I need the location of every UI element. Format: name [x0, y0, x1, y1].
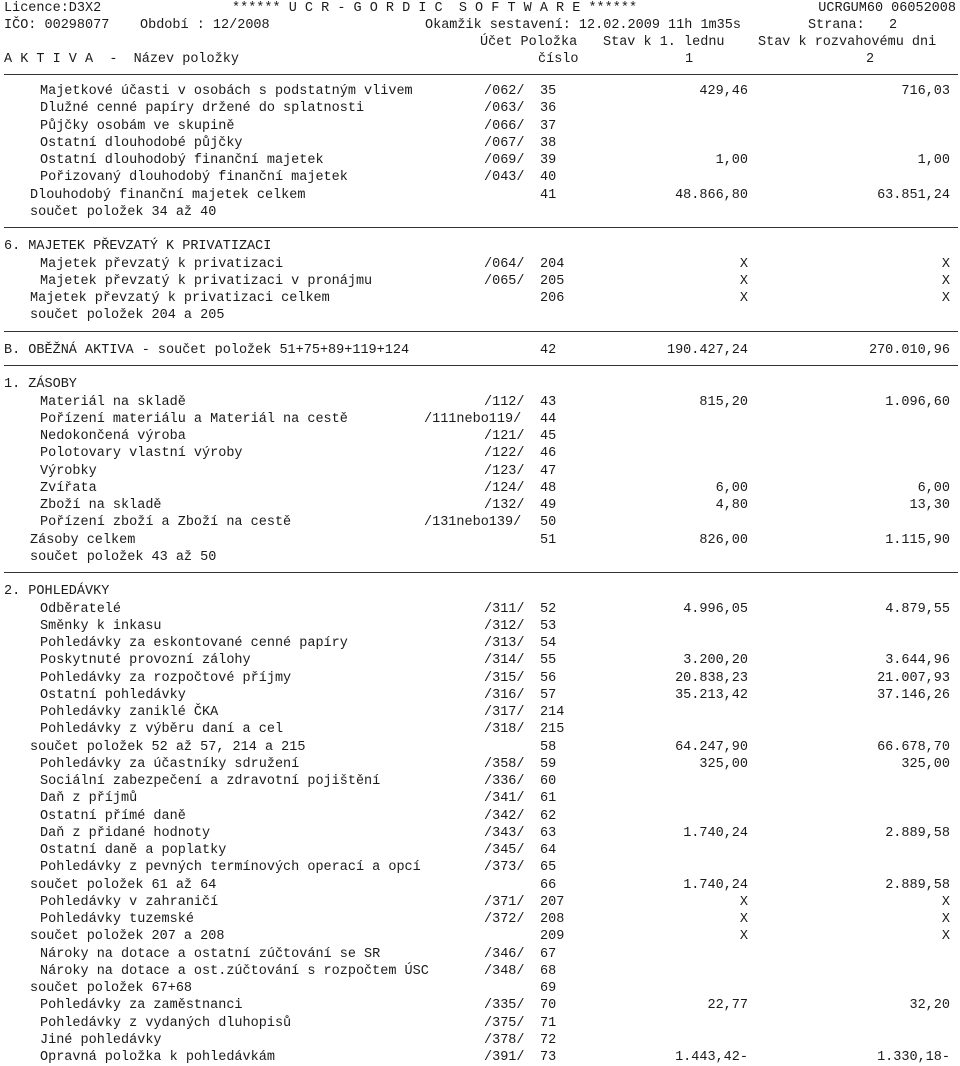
table-row [0, 394, 960, 411]
table-row [0, 877, 960, 894]
row-value-start: 35.213,42 [675, 688, 748, 703]
column-header-account: Účet Položka [480, 35, 578, 50]
table-row [0, 169, 960, 186]
row-label: součet položek 43 až 50 [30, 550, 217, 565]
row-account: /067/ [484, 136, 525, 151]
report-header-line-1 [0, 0, 960, 17]
row-value-start: X [739, 929, 748, 944]
row-value-start: 48.866,80 [675, 188, 748, 203]
table-row [0, 980, 960, 997]
row-label: 2. POHLEDÁVKY [4, 584, 110, 599]
row-label: Půjčky osobám ve skupině [40, 119, 235, 134]
row-label: Pořízení materiálu a Materiál na cestě [40, 412, 348, 427]
section-divider [4, 227, 958, 228]
row-label: Ostatní přímé daně [40, 809, 186, 824]
row-number: 67 [540, 947, 557, 962]
row-label: Směnky k inkasu [40, 619, 162, 634]
table-row [0, 808, 960, 825]
table-row [0, 583, 960, 600]
header-divider [4, 74, 958, 75]
licence-text: Licence:D3X2 [4, 1, 102, 16]
row-account: /316/ [484, 688, 525, 703]
section-divider [4, 572, 958, 573]
row-value-start: 1,00 [715, 153, 748, 168]
page-number: Strana: 2 [808, 18, 898, 33]
row-number: 72 [540, 1033, 557, 1048]
table-row [0, 963, 960, 980]
row-number: 41 [540, 188, 557, 203]
row-label: Pohledávky za rozpočtové příjmy [40, 671, 292, 686]
row-number: 39 [540, 153, 557, 168]
row-label: Poskytnuté provozní zálohy [40, 653, 251, 668]
table-row [0, 532, 960, 549]
table-row [0, 83, 960, 100]
row-account: /336/ [484, 774, 525, 789]
row-label: Pohledávky z vydaných dluhopisů [40, 1016, 292, 1031]
row-value-start: X [739, 257, 748, 272]
row-number: 45 [540, 429, 557, 444]
table-row [0, 601, 960, 618]
row-number: 207 [540, 895, 565, 910]
row-label: Dlouhodobý finanční majetek celkem [30, 188, 306, 203]
row-number: 36 [540, 101, 557, 116]
row-label: Pohledávky v zahraničí [40, 895, 219, 910]
row-account: /348/ [484, 964, 525, 979]
row-label: součet položek 34 až 40 [30, 205, 217, 220]
table-row [0, 307, 960, 324]
row-number: 53 [540, 619, 557, 634]
row-number: 208 [540, 912, 565, 927]
row-account: /342/ [484, 809, 525, 824]
table-row [0, 256, 960, 273]
row-number: 66 [540, 878, 557, 893]
row-number: 62 [540, 809, 557, 824]
row-number: 52 [540, 602, 557, 617]
row-number: 44 [540, 412, 557, 427]
column-header-state-balance: Stav k rozvahovému dni [758, 35, 937, 50]
table-row [0, 756, 960, 773]
row-label: Nedokončená výroba [40, 429, 186, 444]
row-number: 51 [540, 533, 557, 548]
row-account: /341/ [484, 791, 525, 806]
table-row [0, 946, 960, 963]
row-label: Zboží na skladě [40, 498, 162, 513]
row-account: /314/ [484, 653, 525, 668]
row-number: 215 [540, 722, 565, 737]
table-row [0, 118, 960, 135]
row-label: Jiné pohledávky [40, 1033, 162, 1048]
row-label: Pohledávky z výběru daní a cel [40, 722, 284, 737]
row-number: 37 [540, 119, 557, 134]
table-row [0, 497, 960, 514]
row-number: 209 [540, 929, 565, 944]
row-account: /317/ [484, 705, 525, 720]
column-header-state-start: Stav k 1. lednu [603, 35, 725, 50]
row-label: součet položek 204 a 205 [30, 308, 225, 323]
row-account: /345/ [484, 843, 525, 858]
row-label: Pohledávky za účastníky sdružení [40, 757, 300, 772]
row-label: Majetek převzatý k privatizaci v pronájmu [40, 274, 373, 289]
row-label: B. OBĚŽNÁ AKTIVA - součet položek 51+75+89+119+124 [4, 343, 410, 358]
table-row [0, 825, 960, 842]
row-label: Ostatní pohledávky [40, 688, 186, 703]
row-account: /123/ [484, 464, 525, 479]
software-banner: ****** U C R - G O R D I C S O F T W A R E ****** [232, 1, 638, 16]
table-row [0, 152, 960, 169]
row-number: 69 [540, 981, 557, 996]
row-value-balance: 1.115,90 [885, 533, 950, 548]
table-row [0, 187, 960, 204]
row-label: Nároky na dotace a ostatní zúčtování se SR [40, 947, 381, 962]
row-label: součet položek 61 až 64 [30, 878, 217, 893]
row-label: Odběratelé [40, 602, 122, 617]
row-number: 204 [540, 257, 565, 272]
row-label: Majetek převzatý k privatizaci [40, 257, 284, 272]
row-label: Nároky na dotace a ost.zúčtování s rozpočtem ÚSC [40, 964, 429, 979]
row-account: /062/ [484, 84, 525, 99]
row-label: Majetkové účasti v osobách s podstatným vlivem [40, 84, 413, 99]
table-row [0, 238, 960, 255]
row-label: Materiál na skladě [40, 395, 186, 410]
row-label: Ostatní dlouhodobé půjčky [40, 136, 243, 151]
row-number: 46 [540, 446, 557, 461]
row-account: /335/ [484, 998, 525, 1013]
row-label: součet položek 67+68 [30, 981, 193, 996]
column-header-number: číslo [538, 52, 579, 67]
row-number: 47 [540, 464, 557, 479]
table-row [0, 342, 960, 359]
row-value-start: X [739, 912, 748, 927]
program-code: UCRGUM60 06052008 [818, 1, 956, 16]
row-number: 60 [540, 774, 557, 789]
row-label: Ostatní dlouhodobý finanční majetek [40, 153, 324, 168]
row-label: Pohledávky tuzemské [40, 912, 194, 927]
table-row [0, 1032, 960, 1049]
row-account: /343/ [484, 826, 525, 841]
row-number: 35 [540, 84, 557, 99]
row-label: Opravná položka k pohledávkám [40, 1050, 275, 1065]
row-number: 59 [540, 757, 557, 772]
table-row [0, 618, 960, 635]
section-divider [4, 331, 958, 332]
row-number: 65 [540, 860, 557, 875]
row-account: /313/ [484, 636, 525, 651]
row-account: /315/ [484, 671, 525, 686]
row-value-balance: 1,00 [917, 153, 950, 168]
row-number: 73 [540, 1050, 557, 1065]
row-value-balance: 270.010,96 [868, 343, 950, 358]
row-label: Dlužné cenné papíry držené do splatnosti [40, 101, 365, 116]
table-row [0, 790, 960, 807]
row-number: 61 [540, 791, 557, 806]
row-value-start: 1.740,24 [683, 826, 748, 841]
table-row [0, 1049, 960, 1066]
row-number: 70 [540, 998, 557, 1013]
row-label: Pohledávky zaniklé ČKA [40, 705, 219, 720]
row-value-balance: 32,20 [909, 998, 950, 1013]
row-label: Daň z příjmů [40, 791, 138, 806]
row-label: 1. ZÁSOBY [4, 377, 77, 392]
row-value-balance: 716,03 [901, 84, 950, 99]
table-row [0, 204, 960, 221]
row-account: /121/ [484, 429, 525, 444]
row-number: 54 [540, 636, 557, 651]
report-header-line-4 [0, 51, 960, 68]
table-row [0, 635, 960, 652]
row-account: /122/ [484, 446, 525, 461]
period-text: Období : 12/2008 [140, 18, 270, 33]
table-row [0, 480, 960, 497]
row-account: /124/ [484, 481, 525, 496]
row-account: /043/ [484, 170, 525, 185]
row-value-balance: X [941, 291, 950, 306]
table-row [0, 687, 960, 704]
row-label: součet položek 52 až 57, 214 a 215 [30, 740, 306, 755]
row-value-balance: 37.146,26 [877, 688, 950, 703]
row-value-start: 190.427,24 [666, 343, 748, 358]
column-header-2: 2 [866, 52, 875, 67]
table-row [0, 739, 960, 756]
generated-timestamp: Okamžik sestavení: 12.02.2009 11h 1m35s [425, 18, 741, 33]
row-value-start: 6,00 [715, 481, 748, 496]
section-title: A K T I V A - Název položky [4, 52, 239, 67]
row-label: Daň z přidané hodnoty [40, 826, 211, 841]
table-row [0, 859, 960, 876]
row-number: 64 [540, 843, 557, 858]
row-value-start: 64.247,90 [675, 740, 748, 755]
row-value-balance: 1.330,18- [877, 1050, 950, 1065]
row-label: 6. MAJETEK PŘEVZATÝ K PRIVATIZACI [4, 239, 272, 254]
table-row [0, 445, 960, 462]
row-value-balance: 21.007,93 [877, 671, 950, 686]
row-number: 38 [540, 136, 557, 151]
table-row [0, 652, 960, 669]
row-value-start: 22,77 [707, 998, 748, 1013]
row-value-start: 429,46 [699, 84, 748, 99]
row-value-start: 815,20 [699, 395, 748, 410]
row-value-balance: 325,00 [901, 757, 950, 772]
row-label: součet položek 207 a 208 [30, 929, 225, 944]
row-value-start: 325,00 [699, 757, 748, 772]
row-value-balance: X [941, 895, 950, 910]
row-value-balance: X [941, 274, 950, 289]
row-value-start: 3.200,20 [683, 653, 748, 668]
row-value-start: 20.838,23 [675, 671, 748, 686]
row-value-balance: 1.096,60 [885, 395, 950, 410]
row-number: 48 [540, 481, 557, 496]
row-value-balance: 66.678,70 [877, 740, 950, 755]
row-value-balance: 13,30 [909, 498, 950, 513]
row-number: 50 [540, 515, 557, 530]
row-number: 68 [540, 964, 557, 979]
row-number: 71 [540, 1016, 557, 1031]
row-value-start: 1.740,24 [683, 878, 748, 893]
row-account: /373/ [484, 860, 525, 875]
row-account: /112/ [484, 395, 525, 410]
table-row [0, 290, 960, 307]
row-value-balance: 2.889,58 [885, 826, 950, 841]
row-number: 42 [540, 343, 557, 358]
table-row [0, 273, 960, 290]
row-account: /132/ [484, 498, 525, 513]
row-number: 58 [540, 740, 557, 755]
ico-text: IČO: 00298077 [4, 18, 110, 33]
row-account: /131nebo139/ [424, 515, 522, 530]
row-number: 214 [540, 705, 565, 720]
row-account: /372/ [484, 912, 525, 927]
table-row [0, 911, 960, 928]
row-label: Výrobky [40, 464, 97, 479]
row-account: /346/ [484, 947, 525, 962]
row-value-balance: X [941, 257, 950, 272]
section-divider [4, 365, 958, 366]
row-value-balance: X [941, 912, 950, 927]
table-row [0, 514, 960, 531]
row-number: 57 [540, 688, 557, 703]
report-header-line-3 [0, 34, 960, 51]
row-number: 56 [540, 671, 557, 686]
column-header-1: 1 [685, 52, 694, 67]
table-row [0, 997, 960, 1014]
row-account: /111nebo119/ [424, 412, 522, 427]
row-label: Majetek převzatý k privatizaci celkem [30, 291, 330, 306]
table-row [0, 100, 960, 117]
row-value-balance: 63.851,24 [877, 188, 950, 203]
row-value-balance: 4.879,55 [885, 602, 950, 617]
table-row [0, 376, 960, 393]
row-label: Polotovary vlastní výroby [40, 446, 243, 461]
table-row [0, 704, 960, 721]
row-value-start: 4,80 [715, 498, 748, 513]
row-label: Pořizovaný dlouhodobý finanční majetek [40, 170, 348, 185]
row-label: Sociální zabezpečení a zdravotní pojištění [40, 774, 381, 789]
row-account: /069/ [484, 153, 525, 168]
row-account: /358/ [484, 757, 525, 772]
row-account: /312/ [484, 619, 525, 634]
row-label: Zásoby celkem [30, 533, 136, 548]
row-account: /378/ [484, 1033, 525, 1048]
row-account: /065/ [484, 274, 525, 289]
row-value-start: 4.996,05 [683, 602, 748, 617]
row-label: Pořízení zboží a Zboží na cestě [40, 515, 292, 530]
row-number: 205 [540, 274, 565, 289]
row-value-start: X [739, 274, 748, 289]
row-label: Pohledávky za eskontované cenné papíry [40, 636, 348, 651]
table-row [0, 894, 960, 911]
row-value-balance: 6,00 [917, 481, 950, 496]
row-label: Ostatní daně a poplatky [40, 843, 227, 858]
table-row [0, 549, 960, 566]
row-label: Pohledávky z pevných termínových operací a opcí [40, 860, 421, 875]
row-account: /391/ [484, 1050, 525, 1065]
row-number: 49 [540, 498, 557, 513]
row-value-balance: 2.889,58 [885, 878, 950, 893]
table-row [0, 135, 960, 152]
row-number: 63 [540, 826, 557, 841]
row-number: 43 [540, 395, 557, 410]
table-row [0, 670, 960, 687]
table-row [0, 1015, 960, 1032]
table-row [0, 842, 960, 859]
row-value-balance: X [941, 929, 950, 944]
row-account: /375/ [484, 1016, 525, 1031]
report-header-line-2 [0, 17, 960, 34]
row-value-start: 826,00 [699, 533, 748, 548]
row-account: /318/ [484, 722, 525, 737]
row-value-start: X [739, 291, 748, 306]
row-label: Zvířata [40, 481, 97, 496]
row-value-start: 1.443,42- [675, 1050, 748, 1065]
table-row [0, 928, 960, 945]
row-number: 40 [540, 170, 557, 185]
row-account: /063/ [484, 101, 525, 116]
row-account: /371/ [484, 895, 525, 910]
row-account: /066/ [484, 119, 525, 134]
table-row [0, 411, 960, 428]
table-row [0, 721, 960, 738]
row-label: Pohledávky za zaměstnanci [40, 998, 243, 1013]
row-value-balance: 3.644,96 [885, 653, 950, 668]
row-number: 206 [540, 291, 565, 306]
table-row [0, 428, 960, 445]
row-number: 55 [540, 653, 557, 668]
row-account: /064/ [484, 257, 525, 272]
table-row [0, 773, 960, 790]
table-row [0, 463, 960, 480]
row-account: /311/ [484, 602, 525, 617]
row-value-start: X [739, 895, 748, 910]
